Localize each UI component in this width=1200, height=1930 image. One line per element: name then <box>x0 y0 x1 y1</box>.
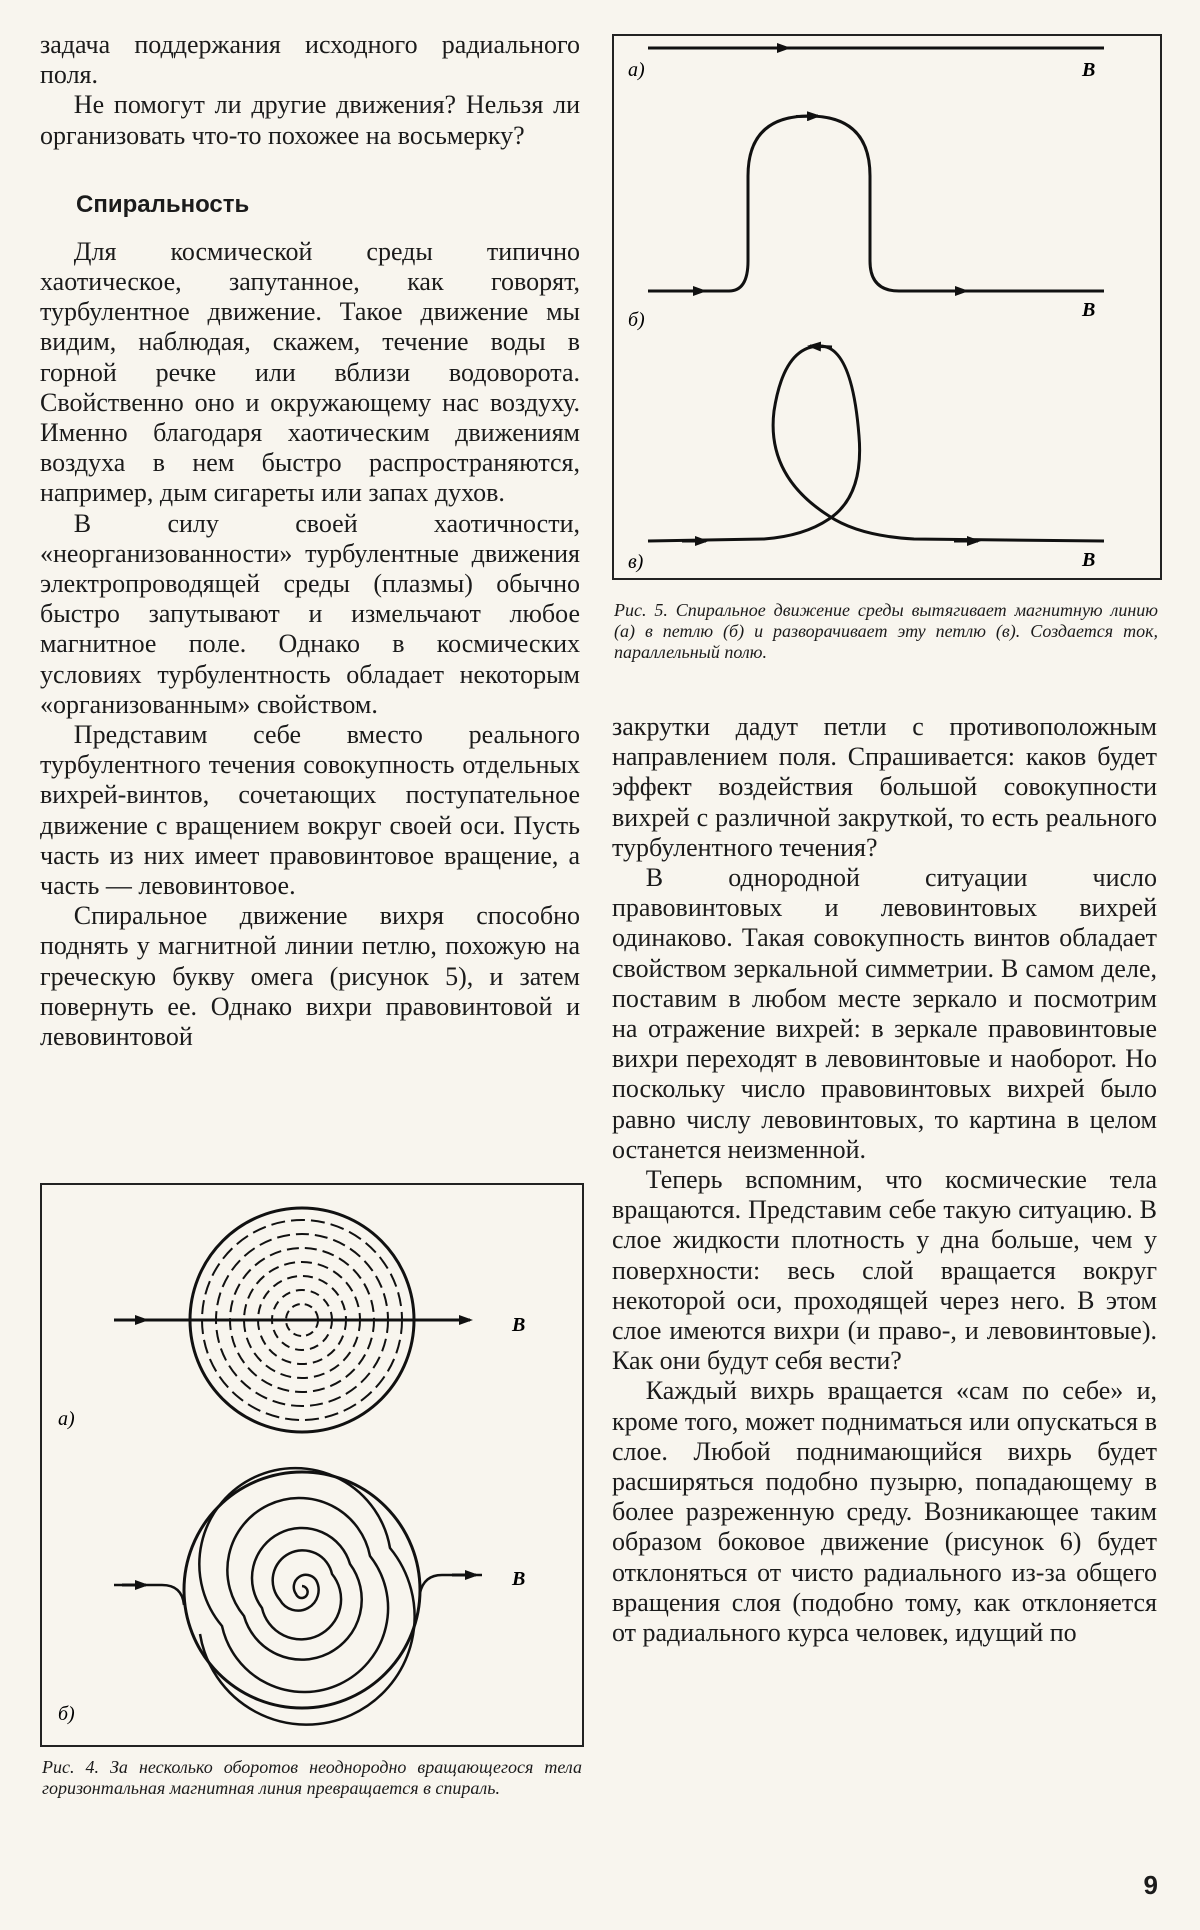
field-label-b: B <box>1082 299 1096 321</box>
paragraph: Теперь вспомним, что космические тела вращаются. Представим себе такую ситуацию. В слое жидкости плотность у дна больше, чем у поверхности: весь слой вращается вокруг некоторой оси, проходящей через него. В этом слое имеются вихри (и право-, и левовинтовые). Как они будут себя вести? <box>612 1165 1157 1376</box>
left-column <box>40 30 580 1052</box>
figure-4 <box>40 1183 584 1747</box>
field-label-b: B <box>512 1314 526 1336</box>
spiral-diagram <box>114 1468 482 1725</box>
label-a: а) <box>628 59 645 81</box>
right-column <box>612 712 1157 1648</box>
paragraph: Для космической среды типично хаотическое, запутанное, как говорят, турбулентное движение. Такое движение мы видим, наблюдая, скажем, течение воды в горной речке или вблизи водоворота. Свойственно оно и окружающему нас воздуху. Именно благодаря хаотическим движениям воздуха в нем быстро распространяются, например, дым сигареты или запах духов. <box>40 236 580 508</box>
figure-4-drawing <box>42 1185 582 1745</box>
twisted-loop <box>648 346 1104 541</box>
paragraph: задача поддержания исходного радиального поля. <box>40 30 580 90</box>
label-b: б) <box>628 309 645 331</box>
figure-5 <box>612 34 1162 580</box>
paragraph: Каждый вихрь вращается «сам по себе» и, кроме того, может подниматься или опускаться в слое. Любой поднимающийся вихрь будет расширяться подобно пузырю, попадающему в более разреженную среду. Возникающее таким образом боковое движение (рисунок 6) будет отклоняться от чисто радиального из-за общего вращения слоя (подобно тому, как отклоняется от радиального курса человек, идущий по <box>612 1376 1157 1648</box>
circles-diagram <box>114 1208 470 1432</box>
paragraph: В силу своей хаотичности, «неорганизованности» турбулентные движения электропроводящей среды (плазмы) обычно быстро запутывают и измельчают любое магнитное поле. Однако в космических условиях турбулентность обладает некоторым «организованным» свойством. <box>40 508 580 719</box>
paragraph: Не помогут ли другие движения? Нельзя ли организовать что-то похожее на восьмерку? <box>40 90 580 150</box>
label-a: а) <box>58 1408 75 1430</box>
field-label-b: B <box>512 1568 526 1590</box>
field-label-b: B <box>1082 59 1096 81</box>
paragraph: Представим себе вместо реального турбулентного течения совокупность отдельных вихрей-винтов, сочетающих поступательное движение с вращением вокруг своей оси. Пусть часть из них имеет правовинтовое вращение, а часть — левовинтовое. <box>40 720 580 901</box>
field-label-b: B <box>1082 549 1096 571</box>
omega-loop <box>648 116 1104 291</box>
section-heading: Спиральность <box>76 190 250 218</box>
paragraph: В однородной ситуации число правовинтовых и левовинтовых вихрей одинаково. Такая совокупность винтов обладает свойством зеркальной симметрии. В самом деле, поставим в любом месте зеркало и посмотрим на отражение вихрей: в зеркале правовинтовые вихри переходят в левовинтовые и наоборот. Но поскольку число правовинтовых вихрей было равно числу левовинтовых, то картина в целом останется неизменной. <box>612 863 1157 1164</box>
paragraph: закрутки дадут петли с противоположным направлением поля. Спрашивается: каков будет эффект воздействия большой совокупности вихрей с различной закруткой, то есть реального турбулентного течения? <box>612 712 1157 862</box>
label-v: в) <box>628 551 644 573</box>
figure-5-caption: Рис. 5. Спиральное движение среды вытягивает магнитную линию (а) в петлю (б) и разворачивает эту петлю (в). Создается ток, параллельный полю. <box>614 600 1158 662</box>
page-number: 9 <box>1143 1870 1158 1900</box>
paragraph: Спиральное движение вихря способно поднять у магнитной линии петлю, похожую на греческую букву омега (рисунок 5), и затем повернуть ее. Однако вихри правовинтовой и левовинтовой <box>40 901 580 1052</box>
figure-5-drawing <box>614 36 1160 578</box>
label-b: б) <box>58 1703 75 1725</box>
figure-4-caption: Рис. 4. За несколько оборотов неоднородно вращающегося тела горизонтальная магнитная линия превращается в спираль. <box>42 1757 582 1798</box>
